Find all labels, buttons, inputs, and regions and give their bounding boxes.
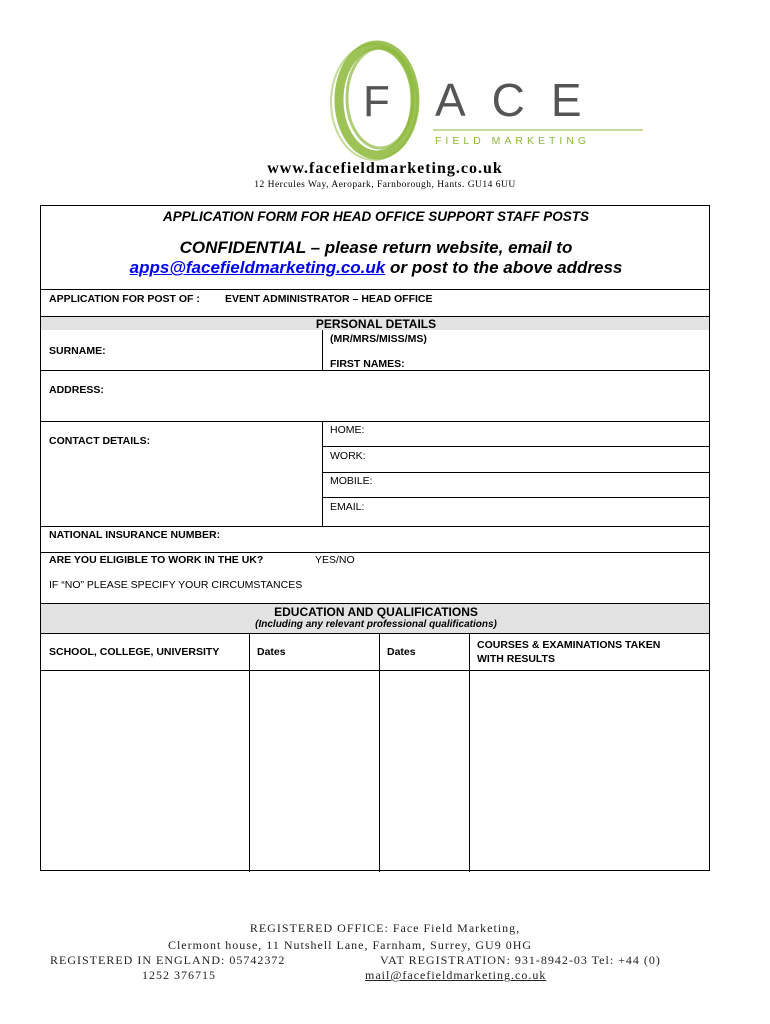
mobile-label: MOBILE:	[330, 475, 373, 487]
post-label: APPLICATION FOR POST OF :	[49, 293, 200, 305]
company-address: 12 Hercules Way, Aeropark, Farnborough, Hants. GU14 6UU	[254, 180, 516, 190]
footer-phone: 1252 376715	[142, 968, 216, 982]
col-courses-line2: WITH RESULTS	[477, 653, 555, 665]
logo-tagline: FIELD MARKETING	[435, 135, 591, 147]
footer-vat: VAT REGISTRATION: 931-8942-03 Tel: +44 (0)	[380, 953, 661, 967]
footer-email-link[interactable]: mail@facefieldmarketing.co.uk	[365, 968, 547, 982]
logo-word: ACE	[435, 74, 608, 126]
address-label: ADDRESS:	[49, 384, 104, 396]
surname-label: SURNAME:	[49, 345, 106, 357]
col-dates-from: Dates	[257, 646, 286, 658]
apps-email-link[interactable]: apps@facefieldmarketing.co.uk	[129, 258, 386, 277]
circumstances-label: IF “NO” PLEASE SPECIFY YOUR CIRCUMSTANCES	[49, 579, 303, 591]
contact-details-label: CONTACT DETAILS:	[49, 435, 151, 447]
website-url[interactable]: www.facefieldmarketing.co.uk	[267, 160, 503, 177]
personal-details-heading: PERSONAL DETAILS	[315, 317, 437, 331]
logo-graphic	[325, 38, 655, 168]
post-value: EVENT ADMINISTRATOR – HEAD OFFICE	[225, 293, 433, 305]
face-logo	[325, 38, 655, 168]
application-form	[40, 205, 710, 871]
title-options: (MR/MRS/MISS/MS)	[330, 333, 427, 345]
email-label: EMAIL:	[330, 501, 365, 513]
col-courses-line1: COURSES & EXAMINATIONS TAKEN	[477, 639, 661, 651]
home-label: HOME:	[330, 424, 365, 436]
confidential-return-rest: or post to the above address	[385, 258, 623, 277]
work-label: WORK:	[330, 450, 366, 462]
ni-number-label: NATIONAL INSURANCE NUMBER:	[49, 529, 221, 541]
logo-initial: F	[363, 77, 390, 126]
education-subheading: (Including any relevant professional qualifications)	[255, 619, 497, 630]
eligible-options: YES/NO	[315, 554, 355, 566]
confidential-line: CONFIDENTIAL – please return website, email to	[179, 238, 573, 257]
footer-email[interactable]	[365, 968, 546, 983]
education-heading: EDUCATION AND QUALIFICATIONS	[274, 605, 478, 619]
confidential-return-line	[41, 258, 711, 278]
col-dates-to: Dates	[387, 646, 416, 658]
footer-registration-number: REGISTERED IN ENGLAND: 05742372	[50, 953, 286, 967]
form-title: APPLICATION FORM FOR HEAD OFFICE SUPPORT STAFF POSTS	[162, 209, 589, 224]
col-school: SCHOOL, COLLEGE, UNIVERSITY	[49, 646, 220, 658]
first-names-label: FIRST NAMES:	[330, 358, 405, 370]
footer-address: Clermont house, 11 Nutshell Lane, Farnham, Surrey, GU9 0HG	[167, 938, 533, 952]
footer-registered-office: REGISTERED OFFICE: Face Field Marketing,	[249, 921, 521, 935]
eligible-label: ARE YOU ELIGIBLE TO WORK IN THE UK?	[49, 554, 264, 566]
